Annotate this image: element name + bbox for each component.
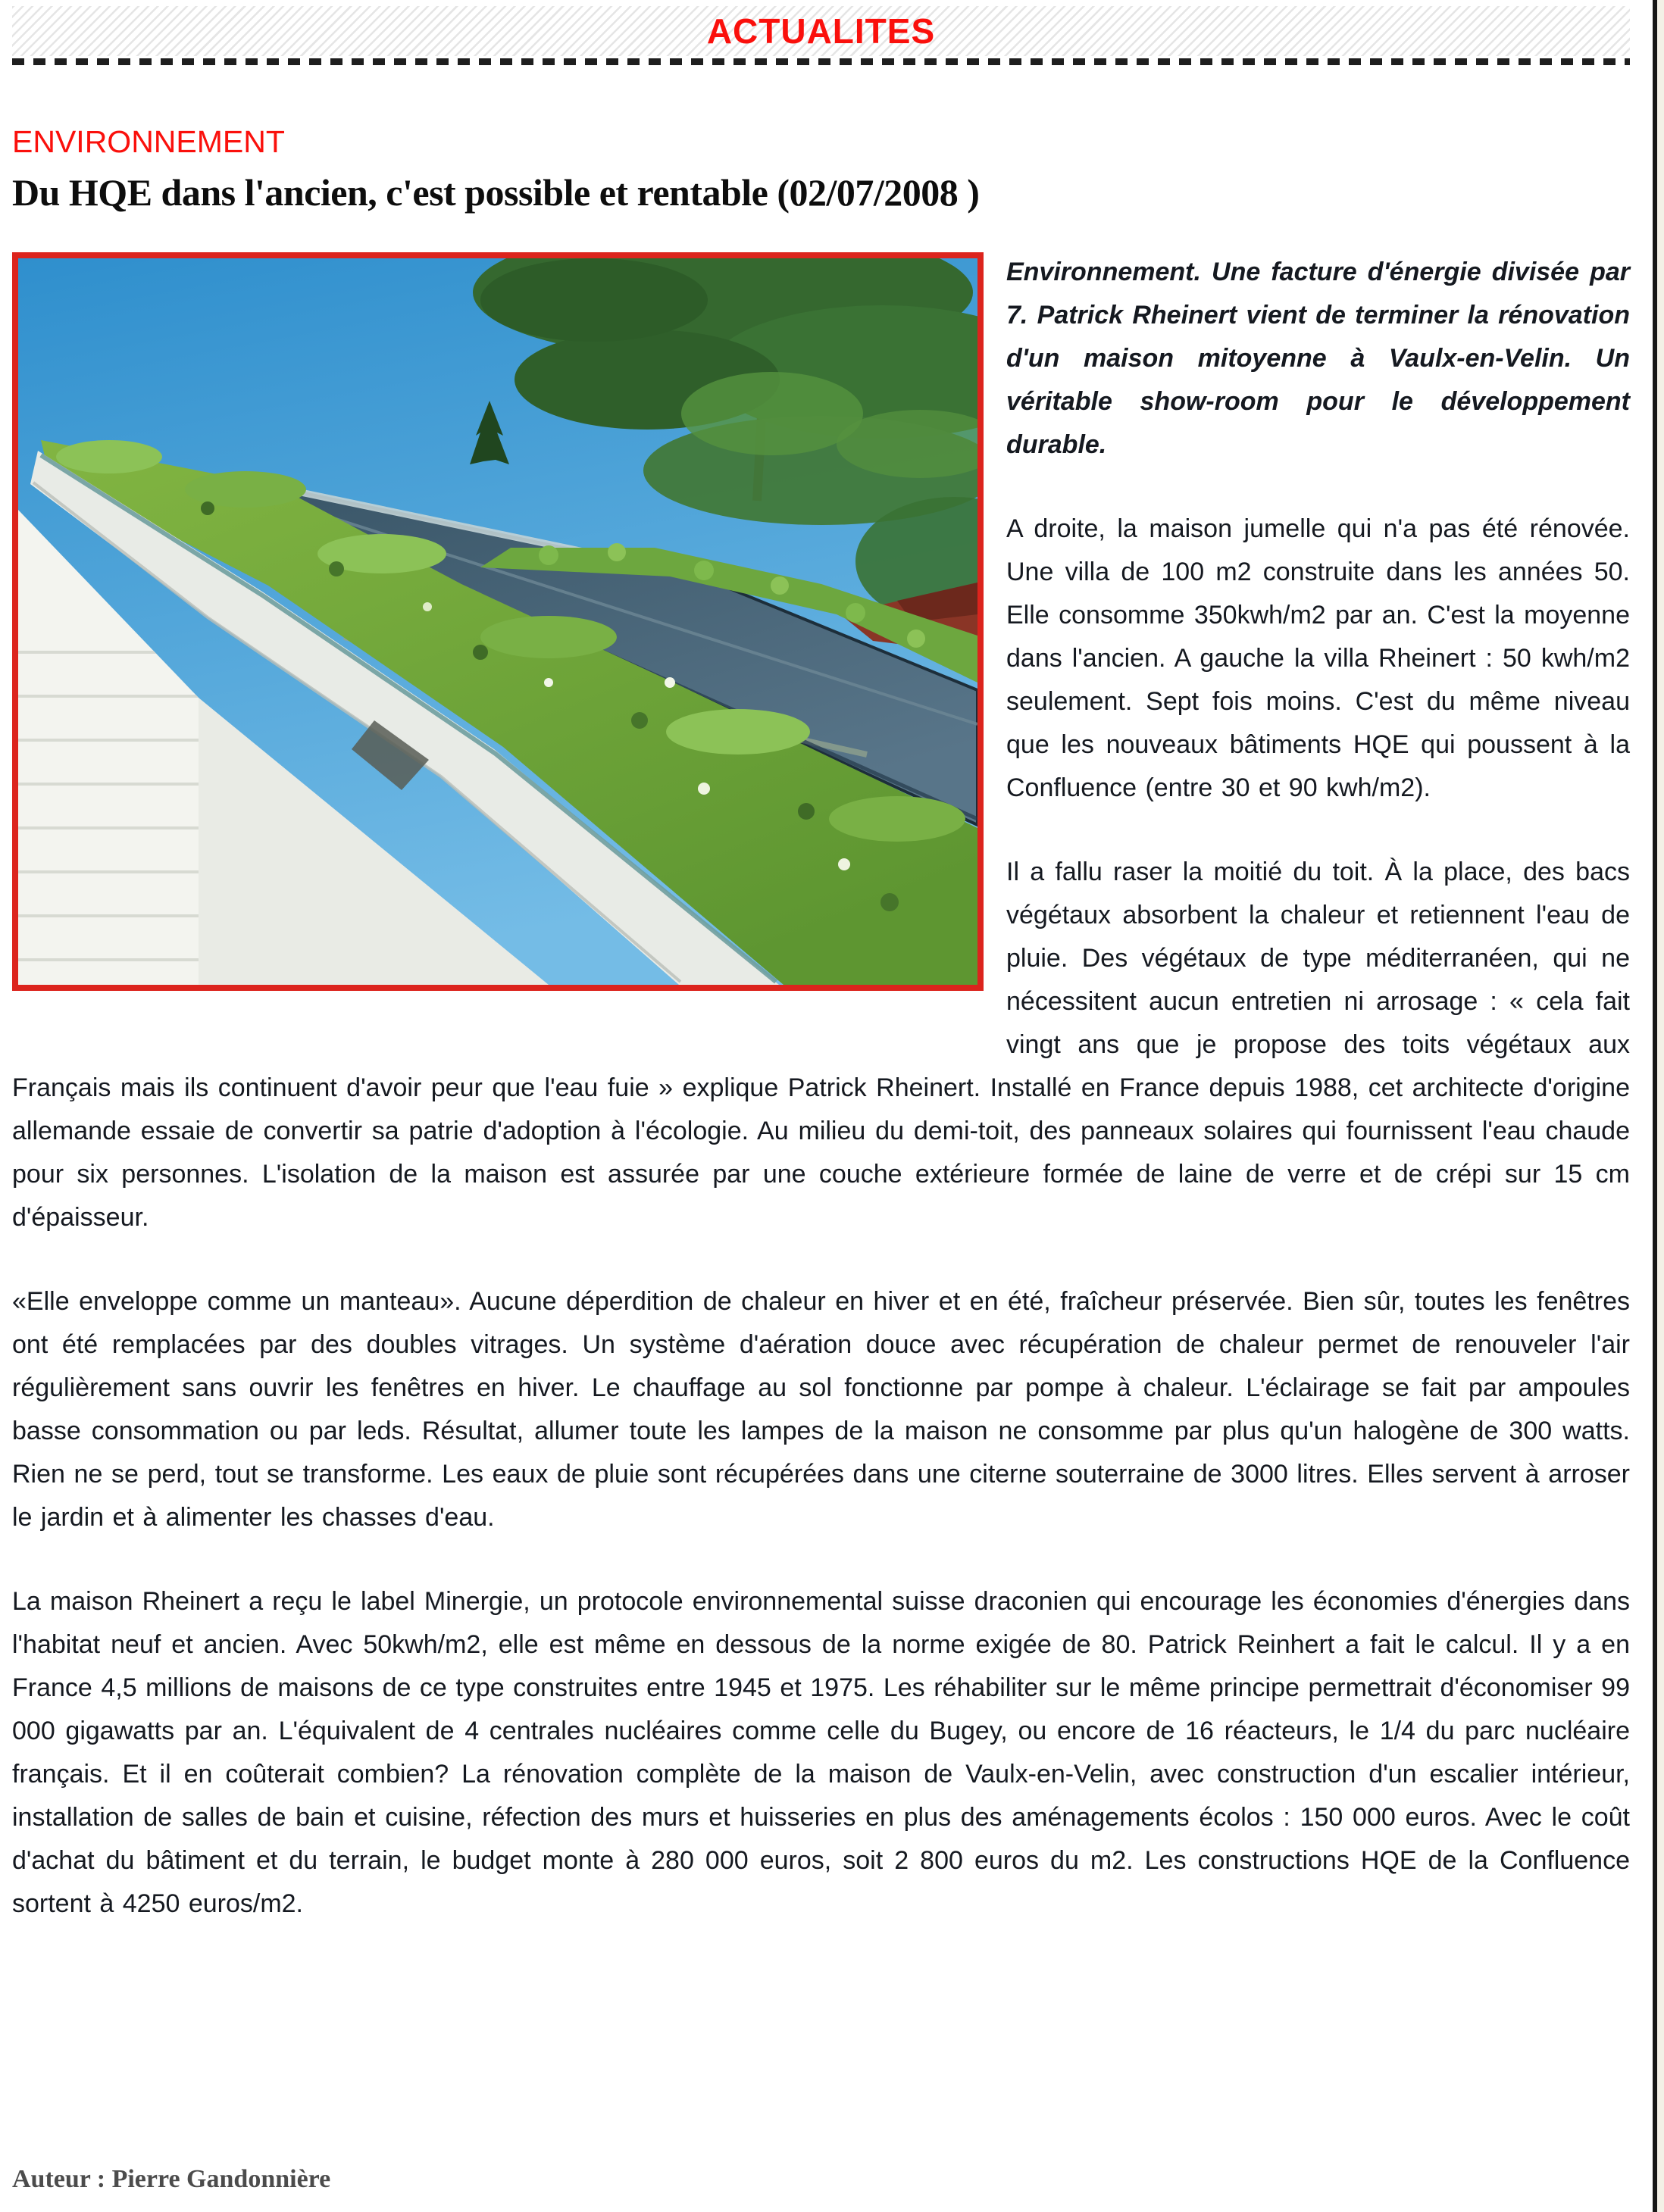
news-section-header (0, 0, 1653, 65)
article-intro: Environnement. Une facture d'énergie divisée par 7. Patrick Rheinert vient de terminer la rénovation d'un maison mitoyenne à Vaulx-en-Velin. Un véritable show-room pour le développement durable. (1006, 258, 1630, 459)
author-line: Auteur : Pierre Gandonnière (12, 2165, 331, 2193)
article-body (12, 251, 1630, 1926)
article-paragraph: «Elle enveloppe comme un manteau». Aucune déperdition de chaleur en hiver et en été, fraîcheur préservée. Bien sûr, toutes les fenêtres ont été remplacées par des doubles vitrages. Un système d'aération douce avec récupération de chaleur permet de renouveler l'air régulièrement sans ouvrir les fenêtres en hiver. Le chauffage au sol fonctionne par pompe à chaleur. L'éclairage se fait par ampoules basse consommation ou par leds. Résultat, allumer toute les lampes de la maison ne consomme par plus qu'un halogène de 300 watts. Rien ne se perd, tout se transforme. Les eaux de pluie sont récupérées dans une citerne souterraine de 3000 litres. Elles servent à arroser le jardin et à alimenter les chasses d'eau. (12, 1287, 1630, 1532)
article-container (0, 65, 1653, 2212)
article-photo (12, 252, 984, 991)
article-title: Du HQE dans l'ancien, c'est possible et rentable (02/07/2008 ) (12, 171, 980, 214)
green-roof-photo-illustration (18, 258, 977, 985)
hatched-banner (12, 6, 1630, 56)
section-title: ACTUALITES (706, 11, 936, 51)
article-paragraph: A droite, la maison jumelle qui n'a pas été rénovée. Une villa de 100 m2 construite dans les années 50. Elle consomme 350kwh/m2 par an. C'est la moyenne dans l'ancien. A gauche la villa Rheinert : 50 kwh/m2 seulement. Sept fois moins. C'est du même niveau que les nouveaux bâtiments HQE qui poussent à la Confluence (entre 30 et 90 kwh/m2). (1006, 514, 1630, 802)
article-paragraph: La maison Rheinert a reçu le label Minergie, un protocole environnemental suisse draconien qui encourage les économies d'énergies dans l'habitat neuf et ancien. Avec 50kwh/m2, elle est même en dessous de la norme exigée de 80. Patrick Reinhert a fait le calcul. Il y a en France 4,5 millions de maisons de ce type construites entre 1945 et 1975. Les réhabiliter sur le même principe permettrait d'économiser 99 000 gigawatts par an. L'équivalent de 4 centrales nucléaires comme celle du Bugey, ou encore de 16 réacteurs, le 1/4 du parc nucléaire français. Et il en coûterait combien? La rénovation complète de la maison de Vaulx-en-Velin, avec construction d'un escalier intérieur, installation de salles de bain et cuisine, réfection des murs et huisseries en plus des aménagements écolos : 150 000 euros. Avec le coût d'achat du bâtiment et du terrain, le budget monte à 280 000 euros, soit 2 800 euros du m2. Les constructions HQE de la Confluence sortent à 4250 euros/m2. (12, 1587, 1630, 1918)
dashed-divider (12, 58, 1630, 65)
article-category: ENVIRONNEMENT (12, 124, 285, 159)
article-paragraph: Il a fallu raser la moitié du toit. À la place, des bacs végétaux absorbent la chaleur et retiennent l'eau de pluie. Des végétaux de type méditerranéen, qui ne nécessitent aucun entretien ni arrosage : « cela fait vingt ans que je propose des toits végétaux aux Français mais ils continuent d'avoir peur que l'eau fuie » explique Patrick Rheinert. Installé en France depuis 1988, cet architecte d'origine allemande essaie de convertir sa patrie d'adoption à l'écologie. Au milieu du demi-toit, des panneaux solaires qui fournissent l'eau chaude pour six personnes. L'isolation de la maison est assurée par une couche extérieure formée de laine de verre et de crépi sur 15 cm d'épaisseur. (12, 858, 1630, 1232)
